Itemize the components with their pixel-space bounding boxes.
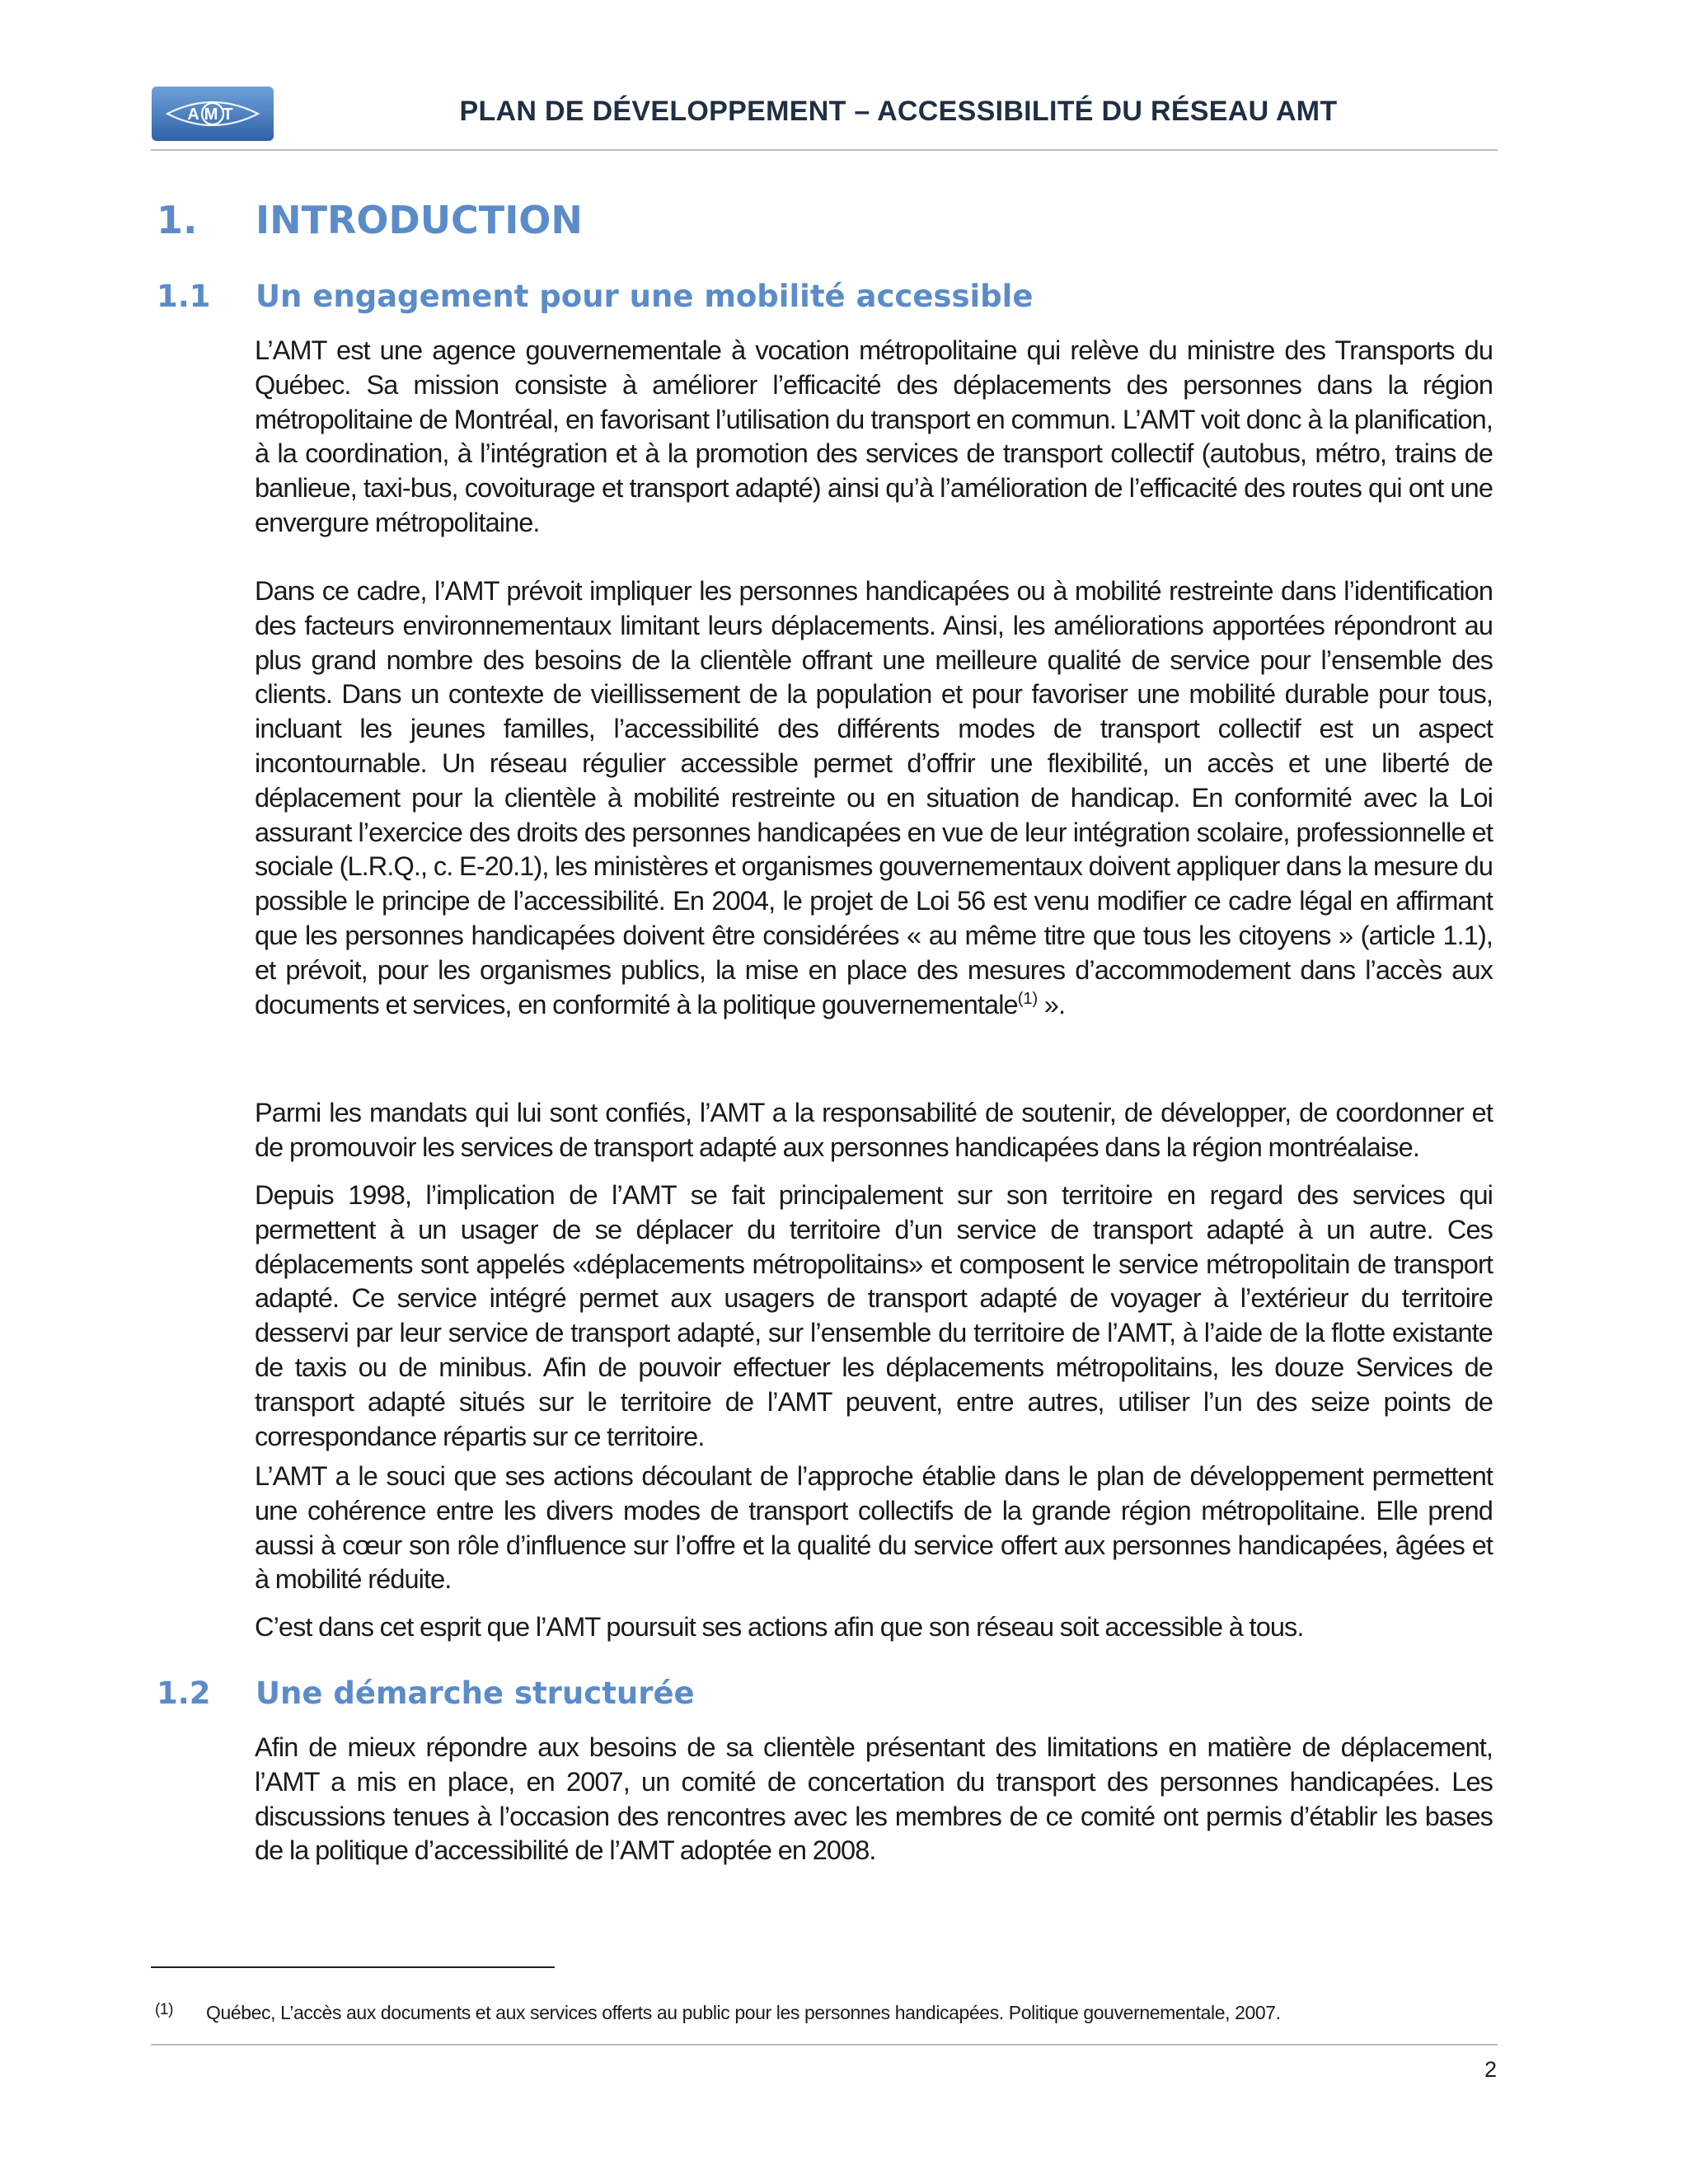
footer-divider (151, 2044, 1498, 2046)
footnote-text: Québec, L’accès aux documents et aux services offerts au public pour les personnes handicapées. Politique gouvernementale, 2007. (206, 2002, 1281, 2023)
header-divider (151, 149, 1498, 151)
svg-text:AMT: AMT (187, 105, 238, 124)
section-heading (157, 198, 583, 242)
footnote-reference[interactable]: (1) (1017, 989, 1039, 1008)
subsection-heading-1-2 (157, 1675, 695, 1711)
subsection-title: Une démarche structurée (256, 1675, 695, 1711)
subsection-heading-1-1 (157, 279, 1033, 314)
paragraph: Afin de mieux répondre aux besoins de sa clientèle présentant des limitations en matière de déplacement, l’AMT a mis en place, en 2007, un comité de concertation du transport des personnes handicapées. Les discussions tenues à l’occasion des rencontres avec les membres de ce comité ont permis d’établir les bases de la politique d’accessibilité de l’AMT adoptée en 2008. (255, 1732, 1493, 1866)
paragraph: C’est dans cet esprit que l’AMT poursuit ses actions afin que son réseau soit accessible à tous. (255, 1612, 1304, 1642)
subsection-title: Un engagement pour une mobilité accessible (256, 279, 1034, 314)
paragraph: L’AMT est une agence gouvernementale à vocation métropolitaine qui relève du ministre des Transports du Québec. Sa mission consiste à améliorer l’efficacité des déplacements des personnes dans la région métropolitaine de Montréal, en favorisant l’utilisation du transport en commun. L’AMT voit donc à la planification, à la coordination, à l’intégration et à la promotion des services de transport collectif (autobus, métro, trains de banlieue, taxi-bus, covoiturage et transport adapté) ainsi qu’à l’amélioration de l’efficacité des routes qui ont une envergure métropolitaine. (255, 335, 1493, 537)
section-number: 1. (157, 198, 198, 242)
page-number: 2 (1484, 2057, 1497, 2082)
paragraph: Parmi les mandats qui lui sont confiés, l’AMT a la responsabilité de soutenir, de développer, de coordonner et de promouvoir les services de transport adapté aux personnes handicapées dans la région montréalaise. (255, 1098, 1493, 1162)
paragraph: Depuis 1998, l’implication de l’AMT se fait principalement sur son territoire en regard des services qui permettent à un usager de se déplacer du territoire d’un service de transport adapté à un autre. Ces déplacements sont appelés «déplacements métropolitains» et composent le service métropolitain de transport adapté. Ce service intégré permet aux usagers de transport adapté de voyager à l’extérieur du territoire desservi par leur service de transport adapté, sur l’ensemble du territoire de l’AMT, à l’aide de la flotte existante de taxis ou de minibus. Afin de pouvoir effectuer les déplacements métropolitains, les douze Services de transport adapté situés sur le territoire de l’AMT peuvent, entre autres, utiliser l’un des seize points de correspondance répartis sur ce territoire. (255, 1180, 1493, 1451)
paragraph: Dans ce cadre, l’AMT prévoit impliquer les personnes handicapées ou à mobilité restreinte dans l’identification des facteurs environnementaux limitant leurs déplacements. Ainsi, les améliorations apportées répondront au plus grand nombre des besoins de la clientèle offrant une meilleure qualité de service pour l’ensemble des clients. Dans un contexte de vieillissement de la population et pour favoriser une mobilité durable pour tous, incluant les jeunes familles, l’accessibilité des différents modes de transport collectif est un aspect incontournable. Un réseau régulier accessible permet d’offrir une flexibilité, un accès et une liberté de déplacement pour la clientèle à mobilité restreinte ou en situation de handicap. En conformité avec la Loi assurant l’exercice des droits des personnes handicapées en vue de leur intégration scolaire, professionnelle et sociale (L.R.Q., c. E-20.1), les ministères et organismes gouvernementaux doivent appliquer dans la mesure du possible le principe de l’accessibilité. En 2004, le projet de Loi 56 est venu modifier ce cadre légal en affirmant que les personnes handicapées doivent être considérées « au même titre que tous les citoyens » (article 1.1), et prévoit, pour les organismes publics, la mise en place des mesures d’accommodement dans l’accès aux documents et services, en conformité à la politique gouvernementale$^{(1)}$ ». (255, 576, 1493, 1019)
amt-logo (151, 86, 274, 142)
footnote-separator (151, 1966, 555, 1968)
document-header-title: PLAN DE DÉVELOPPEMENT – ACCESSIBILITÉ DU RÉSEAU AMT (459, 96, 1338, 127)
subsection-number: 1.1 (157, 279, 211, 314)
subsection-number: 1.2 (157, 1675, 211, 1711)
section-title: INTRODUCTION (256, 198, 583, 242)
footnote-mark: (1) (155, 2001, 174, 2018)
paragraph: L’AMT a le souci que ses actions découlant de l’approche établie dans le plan de développement permettent une cohérence entre les divers modes de transport collectifs de la grande région métropolitaine. Elle prend aussi à cœur son rôle d’influence sur l’offre et la qualité du service offert aux personnes handicapées, âgées et à mobilité réduite. (255, 1461, 1493, 1595)
footnote (155, 2001, 1281, 2024)
